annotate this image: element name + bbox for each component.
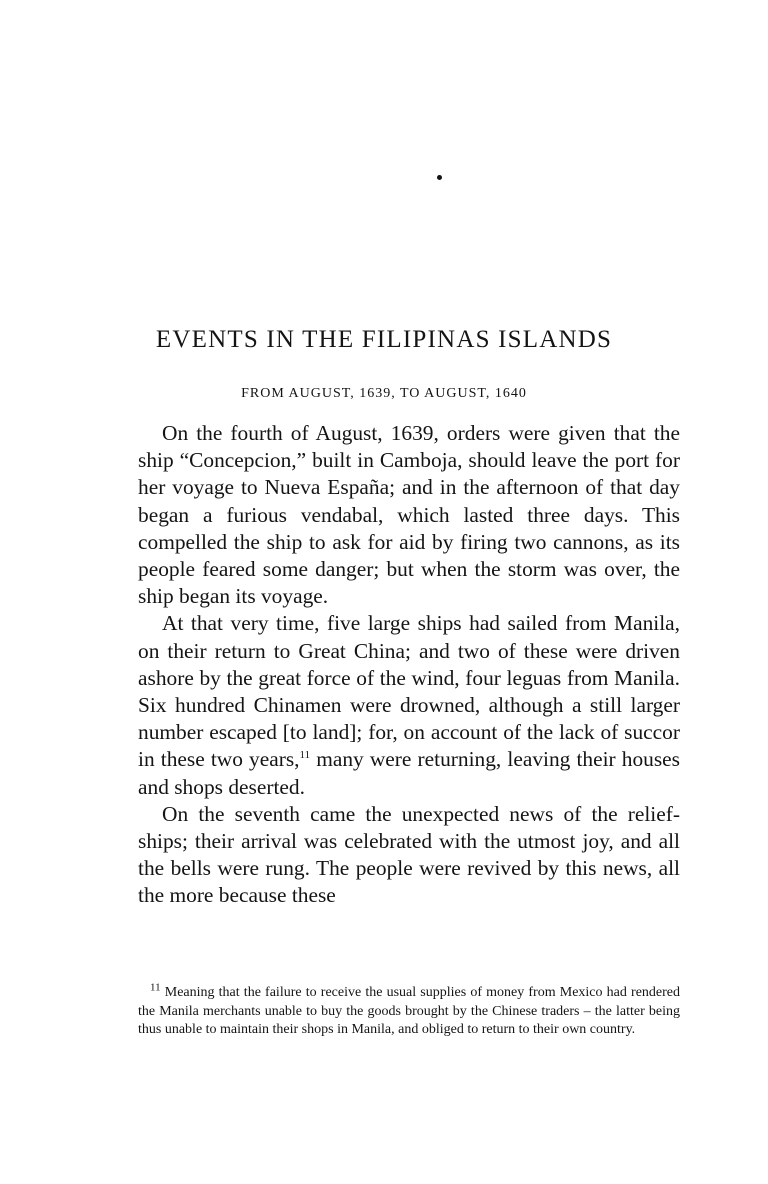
paragraph-text: On the seventh came the unexpected news of the relief-ships; their arrival was celebrated with the utmost joy, and all the bells were rung. The people were revived by this news, all the more because these: [138, 801, 680, 908]
paragraph-text: At that very time, five large ships had sailed from Manila, on their return to Great China; and two of these were driven ashore by the great force of the wind, four leguas from Manila. Six hundred Chinamen were drowned, although a still larger number escaped [to land]; for, on account of the lack of succor in these two years,: [138, 611, 680, 772]
chapter-title: EVENTS IN THE FILIPINAS ISLANDS: [155, 326, 613, 353]
paragraph-3: [138, 801, 680, 910]
footnote-reference[interactable]: 11: [299, 749, 311, 762]
paragraph-text: On the fourth of August, 1639, orders were given that the ship “Concepcion,” built in Camboja, should leave the port for her voyage to Nueva España; and in the afternoon of that day began a furious vendabal, which lasted three days. This compelled the ship to ask for aid by firing two cannons, as its people feared some danger; but when the storm was over, the ship began its voyage.: [138, 421, 680, 609]
paragraph-2: [138, 610, 680, 800]
footnote-marker: 11: [150, 981, 161, 994]
footnote: [138, 981, 680, 1040]
paragraph-1: [138, 420, 680, 610]
chapter-subtitle: FROM AUGUST, 1639, TO AUGUST, 1640: [241, 386, 527, 401]
paragraph-text-continued: many were returning, leaving their houses and shops deserted.: [138, 747, 680, 799]
footnote-text: Meaning that the failure to receive the usual supplies of money from Mexico had rendered the Manila merchants unable to buy the goods brought by the Chinese traders – the latter being thus unable to maintain their shops in Manila, and obliged to return to their own country.: [138, 985, 680, 1038]
body-text: [138, 420, 680, 910]
printer-mark: [437, 175, 442, 180]
